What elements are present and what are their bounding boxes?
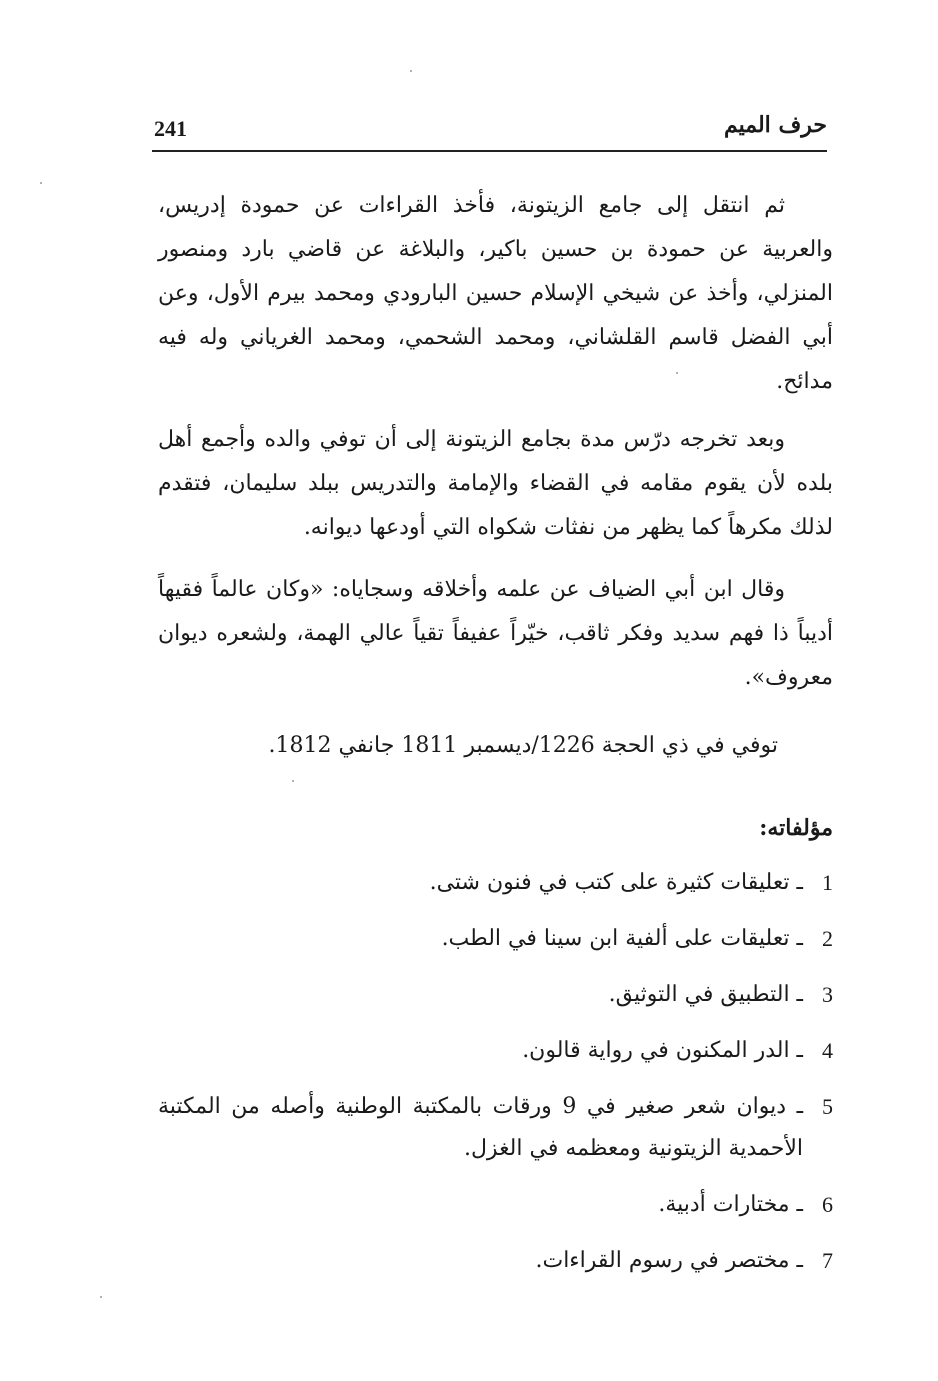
list-item [158,1184,833,1226]
item-text: ـ مختصر في رسوم القراءات. [535,1248,803,1273]
list-item [158,974,833,1016]
scan-speck [40,182,42,184]
item-number: 4 [822,1038,833,1063]
item-number: 3 [822,982,833,1007]
paragraph-studies: ثم انتقل إلى جامع الزيتونة، فأخذ القراءات عن حمودة إدريس، والعربية عن حمودة بن حسين باكير، والبلاغة عن قاضي بارد ومنصور المنزلي، وأخذ عن شيخي الإسلام حسين البارودي ومحمد بيرم الأول، وعن أبي الفضل قاسم القلشاني، ومحمد الشحمي، ومحمد الغرياني وله فيه مدائح. [158,193,833,394]
item-text: ـ مختارات أدبية. [658,1192,803,1217]
item-text: ـ ديوان شعر صغير في 9 ورقات بالمكتبة الوطنية وأصله من المكتبة الأحمدية الزيتونية ومعظمه في الغزل. [158,1094,804,1161]
item-number: 5 [822,1094,833,1119]
list-item [158,1030,833,1072]
item-number: 2 [822,926,833,951]
list-item [158,918,833,960]
scan-speck [292,780,294,782]
page-header [152,108,827,152]
item-text: ـ التطبيق في التوثيق. [608,982,803,1007]
death-date-line: توفي في ذي الحجة 1226/ديسمبر 1811 جانفي 1812. [268,733,778,758]
item-number: 7 [822,1248,833,1273]
paragraph-quote: وقال ابن أبي الضياف عن علمه وأخلاقه وسجاياه: «وكان عالماً فقيهاً أديباً ذا فهم سديد وفكر ثاقب، خيّراً عفيفاً تقياً عالي الهمة، ولشعره ديوان معروف». [158,577,833,690]
list-item [158,1240,833,1282]
item-number: 1 [822,870,833,895]
item-text: ـ تعليقات كثيرة على كتب في فنون شتى. [429,870,803,895]
list-item [158,862,833,904]
running-title: حرف الميم [723,112,827,138]
page-number: 241 [154,116,187,141]
scan-speck [410,70,412,72]
item-text: ـ الدر المكنون في رواية قالون. [522,1038,803,1063]
paragraph-career: وبعد تخرجه درّس مدة بجامع الزيتونة إلى أن توفي والده وأجمع أهل بلده لأن يقوم مقامه في القضاء والإمامة والتدريس ببلد سليمان، فتقدم لذلك مكرهاً كما يظهر من نفثات شكواه التي أودعها ديوانه. [158,427,833,540]
item-text: ـ تعليقات على ألفية ابن سينا في الطب. [441,926,803,951]
works-heading: مؤلفاته: [759,815,833,841]
list-item [158,1086,833,1170]
scan-speck [100,1296,102,1298]
item-number: 6 [822,1192,833,1217]
works-list [158,862,833,1296]
